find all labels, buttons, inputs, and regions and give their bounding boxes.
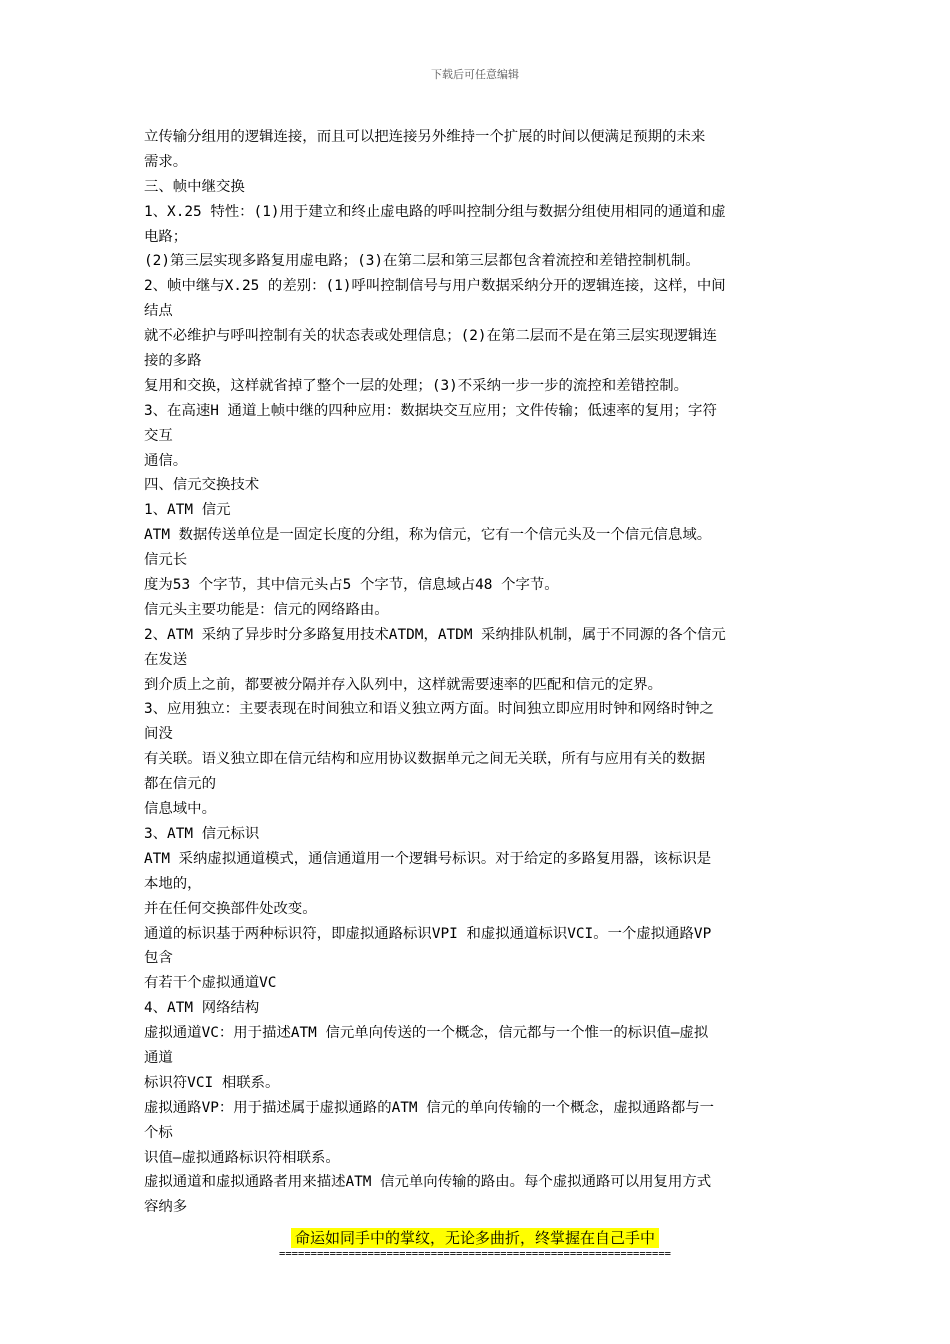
text-line: 信元头主要功能是：信元的网络路由。 — [144, 601, 389, 618]
text-line: 识值—虚拟通路标识符相联系。 — [144, 1149, 340, 1166]
text-line: 间没 — [144, 726, 173, 743]
text-line: 1、X.25 特性：(1)用于建立和终止虚电路的呼叫控制分组与数据分组使用相同的通道和虚 — [144, 203, 726, 220]
text-line: 四、信元交换技术 — [144, 477, 260, 494]
text-line: 有关联。语义独立即在信元结构和应用协议数据单元之间无关联，所有与应用有关的数据 — [144, 751, 706, 768]
text-line: 在发送 — [144, 651, 188, 668]
text-line: 虚拟通道VC：用于描述ATM 信元单向传送的一个概念，信元都与一个惟一的标识值—虚拟 — [144, 1025, 709, 1042]
text-line: 复用和交换，这样就省掉了整个一层的处理；(3)不采纳一步一步的流控和差错控制。 — [144, 377, 689, 394]
text-line: 信息域中。 — [144, 801, 216, 818]
text-line: 都在信元的 — [144, 776, 216, 793]
text-line: 通信。 — [144, 452, 188, 469]
text-line: 就不必维护与呼叫控制有关的状态表或处理信息；(2)在第二层而不是在第三层实现逻辑连 — [144, 328, 717, 345]
text-line: 信元长 — [144, 552, 188, 569]
footer-divider: ============================================================== — [279, 1248, 671, 1260]
text-line: 2、ATM 采纳了异步时分多路复用技术ATDM，ATDM 采纳排队机制，属于不同源的各个信元 — [144, 626, 726, 643]
text-line: 本地的， — [144, 875, 202, 892]
text-line: 结点 — [144, 303, 173, 320]
footer-motto: 命运如同手中的掌纹，无论多曲折，终掌握在自己手中 — [291, 1228, 659, 1248]
text-line: 立传输分组用的逻辑连接，而且可以把连接另外维持一个扩展的时间以便满足预期的未来 — [144, 129, 706, 145]
text-line: 虚拟通道和虚拟通路者用来描述ATM 信元单向传输的路由。每个虚拟通路可以用复用方式 — [144, 1174, 712, 1191]
text-line: 并在任何交换部件处改变。 — [144, 900, 317, 917]
text-line: 标识符VCI 相联系。 — [144, 1074, 280, 1091]
text-line: 接的多路 — [144, 353, 202, 370]
text-line: (2)第三层实现多路复用虚电路；(3)在第二层和第三层都包含着流控和差错控制机制。 — [144, 253, 700, 270]
text-line: 包含 — [144, 950, 173, 967]
text-line: 度为53 个字节，其中信元头占5 个字节，信息域占48 个字节。 — [144, 577, 559, 594]
text-line: 到介质上之前，都要被分隔并存入队列中，这样就需要速率的匹配和信元的定界。 — [144, 676, 663, 693]
text-line: 需求。 — [144, 153, 188, 170]
text-line: 2、帧中继与X.25 的差别：(1)呼叫控制信号与用户数据采纳分开的逻辑连接，这样，中间 — [144, 278, 726, 295]
text-line: 4、ATM 网络结构 — [144, 1000, 260, 1017]
text-line: 3、在高速H 通道上帧中继的四种应用：数据块交互应用；文件传输；低速率的复用；字符 — [144, 402, 717, 419]
text-line: 3、ATM 信元标识 — [144, 825, 260, 842]
page-footer — [0, 1228, 950, 1248]
document-body — [144, 125, 814, 1220]
text-line: 虚拟通路VP：用于描述属于虚拟通路的ATM 信元的单向传输的一个概念，虚拟通路都与一 — [144, 1099, 715, 1116]
text-line: 容纳多 — [144, 1199, 188, 1216]
page-header: 下载后可任意编辑 — [431, 68, 519, 81]
text-line: ATM 数据传送单位是一固定长度的分组，称为信元，它有一个信元头及一个信元信息域。 — [144, 527, 712, 544]
text-line: 通道 — [144, 1049, 173, 1066]
text-line: 通道的标识基于两种标识符，即虚拟通路标识VPI 和虚拟通道标识VCI。一个虚拟通路VP — [144, 925, 712, 942]
text-line: 交互 — [144, 427, 173, 444]
text-line: ATM 采纳虚拟通道模式，通信通道用一个逻辑号标识。对于给定的多路复用器，该标识是 — [144, 850, 712, 867]
text-line: 个标 — [144, 1124, 173, 1141]
text-line: 有若干个虚拟通道VC — [144, 975, 277, 992]
text-line: 3、应用独立：主要表现在时间独立和语义独立两方面。时间独立即应用时钟和网络时钟之 — [144, 701, 714, 718]
text-line: 电路； — [144, 228, 188, 245]
text-line: 三、帧中继交换 — [144, 178, 245, 195]
text-line: 1、ATM 信元 — [144, 502, 231, 519]
